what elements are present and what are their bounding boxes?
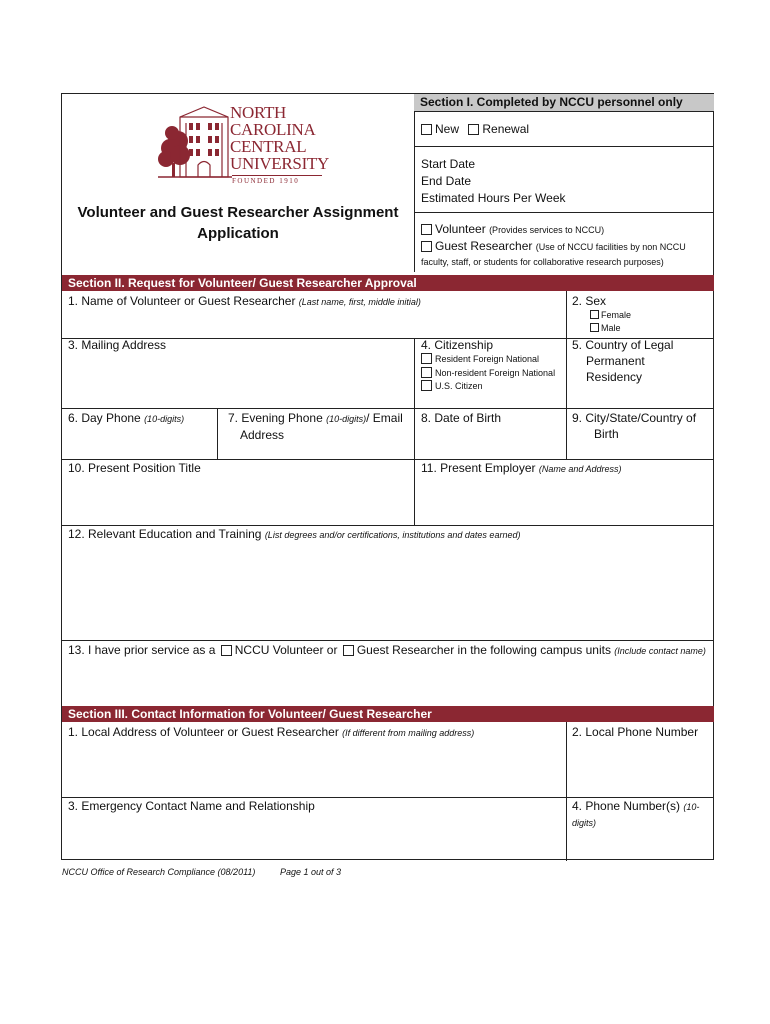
citizenship-option-3: U.S. Citizen: [421, 379, 483, 393]
guest-label: Guest Researcher: [435, 239, 533, 253]
section3-header: Section III. Contact Information for Volunteer/ Guest Researcher: [62, 706, 714, 722]
start-date-label: Start Date: [421, 157, 476, 171]
citizenship-label: 4. Citizenship: [421, 338, 494, 352]
mailing-address-label: 3. Mailing Address: [68, 338, 167, 352]
new-label: New: [435, 122, 460, 136]
female-option: [590, 309, 631, 321]
name-field-note: (Last name, first, middle initial): [298, 297, 421, 307]
local-phone-label: 2. Local Phone Number: [572, 725, 699, 739]
logo-line-4: UNIVERSITY: [230, 154, 329, 173]
logo-line-1: NORTH: [230, 103, 287, 122]
guest-researcher-checkbox[interactable]: [421, 241, 432, 252]
local-address-label: 1. Local Address of Volunteer or Guest Researcher (If different from mailing address): [68, 725, 475, 739]
page-title: [62, 202, 414, 244]
section1-header: Section I. Completed by NCCU personnel only: [414, 94, 714, 112]
us-citizen-checkbox[interactable]: [421, 380, 432, 391]
date-of-birth-label: 8. Date of Birth: [421, 411, 502, 425]
phone-numbers-label: 4. Phone Number(s) (10- digits): [572, 799, 700, 828]
birthplace-label: 9. City/State/Country of Birth: [572, 411, 697, 441]
emergency-contact-label: 3. Emergency Contact Name and Relationship: [68, 799, 315, 813]
guest-option: [421, 238, 686, 255]
prior-service-label: 13. I have prior service as a NCCU Volunteer or Guest Researcher in the following campus units (Include contact name): [68, 643, 706, 657]
female-checkbox[interactable]: [590, 310, 599, 319]
new-renewal-options: [421, 121, 529, 137]
nonresident-foreign-checkbox[interactable]: [421, 367, 432, 378]
male-option: [590, 322, 621, 334]
hours-label: Estimated Hours Per Week: [421, 191, 566, 205]
prior-volunteer-checkbox[interactable]: [221, 645, 232, 656]
application-form: [61, 93, 714, 860]
section2-header: Section II. Request for Volunteer/ Guest Researcher Approval: [62, 275, 714, 291]
guest-note-2: faculty, staff, or students for collaborative research purposes): [421, 257, 664, 267]
position-title-label: 10. Present Position Title: [68, 461, 201, 475]
male-label: Male: [601, 323, 621, 333]
volunteer-checkbox[interactable]: [421, 224, 432, 235]
citizenship-option-2: Non-resident Foreign National: [421, 366, 555, 380]
sex-label: 2. Sex: [572, 294, 607, 308]
female-label: Female: [601, 310, 632, 320]
logo-line-2: CAROLINA: [230, 120, 316, 139]
footer-office: NCCU Office of Research Compliance (08/2011): [62, 867, 256, 877]
resident-foreign-checkbox[interactable]: [421, 353, 432, 364]
employer-label: 11. Present Employer (Name and Address): [421, 461, 622, 475]
volunteer-label: Volunteer: [435, 222, 486, 236]
page-title-line-1: Volunteer and Guest Researcher Assignment: [77, 204, 399, 221]
prior-guest-checkbox[interactable]: [343, 645, 354, 656]
logo-line-3: CENTRAL: [230, 137, 307, 156]
new-checkbox[interactable]: [421, 124, 432, 135]
renewal-checkbox[interactable]: [468, 124, 479, 135]
day-phone-label: 6. Day Phone (10-digits): [68, 411, 185, 425]
volunteer-option: [421, 221, 604, 238]
logo-founded: FOUNDED 1910: [232, 175, 322, 185]
logo-wordmark: [230, 103, 329, 173]
male-checkbox[interactable]: [590, 323, 599, 332]
name-field-label: 1. Name of Volunteer or Guest Researcher (Last name, first, middle initial): [68, 294, 421, 308]
renewal-label: Renewal: [482, 122, 530, 136]
page-title-line-2: Application: [197, 225, 279, 242]
guest-note: (Use of NCCU facilities by non NCCU: [535, 242, 686, 252]
evening-phone-label: 7. Evening Phone (10-digits)/ Email Address: [228, 411, 403, 442]
country-residency-label: 5. Country of Legal Permanent Residency: [572, 338, 674, 384]
footer-page: Page 1 out of 3: [280, 867, 342, 877]
end-date-label: End Date: [421, 174, 472, 188]
citizenship-option-1: Resident Foreign National: [421, 352, 539, 366]
volunteer-note: (Provides services to NCCU): [489, 225, 605, 235]
nccu-logo: [158, 103, 329, 185]
education-label: 12. Relevant Education and Training (List degrees and/or certifications, institutions and dates earned): [68, 527, 521, 541]
